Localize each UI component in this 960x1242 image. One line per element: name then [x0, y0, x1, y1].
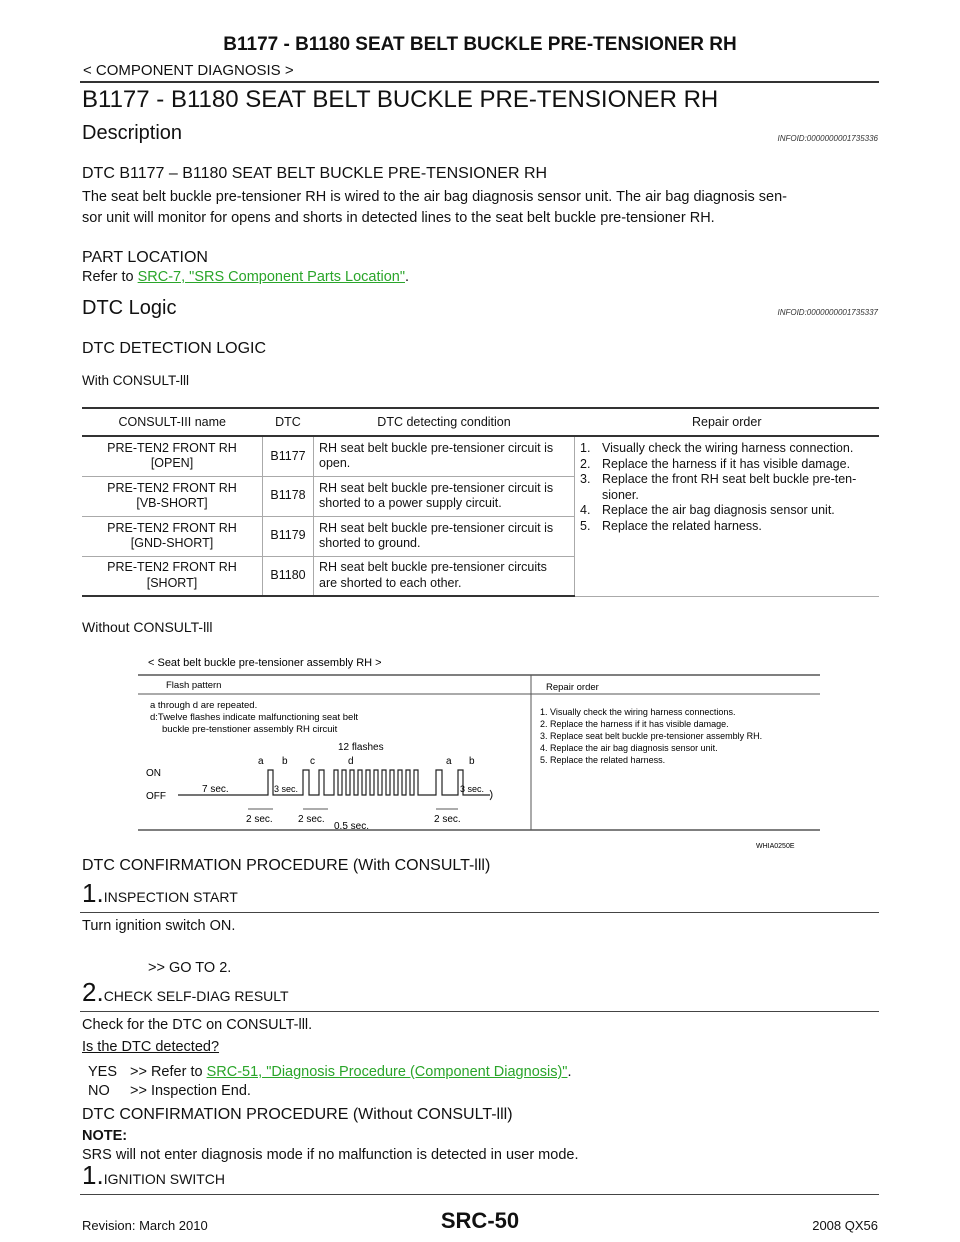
refer-prefix: Refer to	[82, 269, 138, 285]
refer-suffix: .	[405, 269, 410, 285]
waveform-break-icon	[490, 790, 492, 800]
row-name	[82, 516, 263, 556]
row-dtc: B1180	[263, 556, 314, 596]
row-condition	[314, 436, 575, 476]
with-consult-label: With CONSULT-lll	[82, 373, 190, 388]
no-label: NO	[88, 1083, 110, 1099]
figure-repair-5: 5. Replace the related harness.	[540, 755, 666, 765]
footer-model: 2008 QX56	[812, 1218, 878, 1233]
description-line-2: sor unit will monitor for opens and shorts in detected lines to the seat belt buckle pre-tensioner RH.	[82, 210, 715, 226]
yes-suffix: .	[567, 1064, 572, 1080]
row-dtc: B1179	[263, 516, 314, 556]
step-number: 1.	[82, 878, 104, 908]
repair-num: 1.	[580, 441, 591, 455]
repair-item	[580, 457, 874, 473]
dim-2sec-label-3: 2 sec.	[434, 814, 461, 825]
yes-prefix: >> Refer to	[130, 1064, 207, 1080]
row-condition-line: RH seat belt buckle pre-tensioner circuit is	[319, 520, 554, 535]
dtc-subheading: DTC B1177 – B1180 SEAT BELT BUCKLE PRE-TENSIONER RH	[82, 165, 548, 182]
dim-3sec-repeat-label: 3 sec.	[460, 784, 485, 794]
repair-order-cell	[575, 436, 880, 596]
repair-text: Replace the related harness.	[602, 518, 762, 533]
confirm-with-heading: DTC CONFIRMATION PROCEDURE (With CONSULT-lll)	[82, 857, 491, 874]
row-name-line: [VB-SHORT]	[136, 496, 208, 510]
row-name-line: PRE-TEN2 FRONT RH	[107, 440, 237, 455]
figure-note-2: d:Twelve flashes indicate malfunctioning seat belt	[150, 712, 359, 723]
flash-pattern-label: Flash pattern	[166, 680, 222, 691]
page-title: B1177 - B1180 SEAT BELT BUCKLE PRE-TENSIONER RH	[82, 86, 719, 113]
header-rule	[80, 81, 879, 83]
step-ignition-heading	[82, 1160, 225, 1191]
repair-item	[580, 503, 874, 519]
row-condition-line: RH seat belt buckle pre-tensioner circuit is	[319, 480, 554, 495]
row-name-line: [GND-SHORT]	[130, 536, 214, 550]
repair-text: Replace the air bag diagnosis sensor unit.	[602, 503, 835, 517]
row-name	[82, 476, 263, 516]
row-name	[82, 436, 263, 476]
step-2-rule	[80, 1011, 879, 1012]
dim-7sec-label: 7 sec.	[202, 784, 229, 795]
col-header-condition: DTC detecting condition	[314, 408, 575, 436]
refer-line	[82, 267, 882, 288]
step-label: INSPECTION START	[103, 889, 238, 905]
segment-d: d	[348, 756, 354, 767]
no-text: >> Inspection End.	[130, 1083, 251, 1099]
row-dtc: B1177	[263, 436, 314, 476]
confirm-without-heading: DTC CONFIRMATION PROCEDURE (Without CONSULT-lll)	[82, 1106, 513, 1123]
repair-num: 5.	[580, 518, 591, 533]
flash-pattern-figure	[138, 652, 824, 852]
figure-caption: < Seat belt buckle pre-tensioner assembly RH >	[148, 657, 382, 669]
figure-code: WHIA0250E	[756, 843, 795, 850]
repair-text-line: Replace the front RH seat belt buckle pre-ten-	[602, 472, 857, 486]
segment-c: c	[310, 756, 315, 767]
col-header-dtc: DTC	[263, 408, 314, 436]
step-label: CHECK SELF-DIAG RESULT	[103, 988, 289, 1004]
repair-order-label: Repair order	[546, 682, 599, 693]
table-header-row	[82, 408, 879, 436]
part-location-heading: PART LOCATION	[82, 249, 208, 266]
figure-repair-4: 4. Replace the air bag diagnosis sensor unit.	[540, 743, 718, 753]
col-header-repair: Repair order	[575, 408, 880, 436]
step-1-goto: >> GO TO 2.	[148, 960, 232, 976]
dtc-logic-infoid: INFOID:0000000001735337	[777, 308, 878, 317]
row-condition-line: RH seat belt buckle pre-tensioner circuits	[319, 560, 547, 575]
repair-text: Replace the harness if it has visible damage.	[602, 456, 851, 471]
note-text: SRS will not enter diagnosis mode if no malfunction is detected in user mode.	[82, 1147, 579, 1163]
row-condition-line: shorted to a power supply circuit.	[319, 496, 502, 510]
footer-page-number: SRC-50	[440, 1208, 520, 1233]
without-consult-label: Without CONSULT-lll	[82, 619, 213, 635]
description-line-1: The seat belt buckle pre-tensioner RH is wired to the air bag diagnosis sensor unit. The air bag diagnosis sen-	[82, 189, 787, 205]
row-name-line: PRE-TEN2 FRONT RH	[107, 560, 237, 575]
on-label: ON	[146, 768, 161, 779]
detection-logic-heading: DTC DETECTION LOGIC	[82, 340, 267, 357]
yes-label: YES	[88, 1064, 118, 1080]
row-name-line: [SHORT]	[146, 575, 198, 590]
row-name-line: PRE-TEN2 FRONT RH	[107, 520, 237, 535]
step-1-heading	[82, 878, 238, 909]
step-number: 1.	[82, 1160, 104, 1190]
repair-item	[580, 441, 874, 457]
description-heading: Description	[82, 122, 183, 144]
breadcrumb: < COMPONENT DIAGNOSIS >	[83, 62, 294, 79]
description-text	[82, 187, 882, 229]
dtc-table	[82, 407, 879, 597]
segment-a-repeat: a	[446, 756, 452, 767]
step-2-heading	[82, 977, 289, 1008]
figure-note-3: buckle pre-tenstioner assembly RH circuit	[162, 724, 338, 735]
row-condition-line: shorted to ground.	[319, 536, 421, 550]
step-1-text: Turn ignition switch ON.	[82, 918, 236, 934]
step-1-rule	[80, 912, 879, 913]
figure-repair-3: 3. Replace seat belt buckle pre-tensioner assembly RH.	[540, 731, 763, 741]
repair-text: Visually check the wiring harness connection.	[602, 441, 854, 455]
row-name-line: [OPEN]	[150, 456, 194, 471]
description-infoid: INFOID:0000000001735336	[777, 134, 878, 143]
col-header-name: CONSULT-III name	[82, 408, 263, 436]
yes-line	[88, 1062, 888, 1083]
repair-num: 4.	[580, 503, 591, 517]
row-name	[82, 556, 263, 596]
row-name-line: PRE-TEN2 FRONT RH	[107, 480, 237, 495]
segment-a: a	[258, 756, 264, 767]
figure-repair-1: 1. Visually check the wiring harness connections.	[540, 707, 736, 717]
footer-revision: Revision: March 2010	[82, 1218, 208, 1233]
step-2-text: Check for the DTC on CONSULT-lll.	[82, 1017, 313, 1033]
step-label: IGNITION SWITCH	[103, 1171, 226, 1187]
segment-b-repeat: b	[469, 756, 475, 767]
repair-item	[580, 519, 874, 535]
segment-b: b	[282, 756, 288, 767]
src51-link[interactable]: SRC-51, "Diagnosis Procedure (Component Diagnosis)"	[206, 1064, 568, 1080]
row-condition-line: RH seat belt buckle pre-tensioner circuit is	[319, 440, 554, 455]
repair-text-line: sioner.	[602, 487, 639, 502]
row-condition-line: are shorted to each other.	[319, 575, 462, 590]
repair-num: 2.	[580, 456, 591, 471]
page-badge: SRC	[914, 30, 952, 50]
running-header-title: B1177 - B1180 SEAT BELT BUCKLE PRE-TENSIONER RH	[223, 34, 737, 55]
row-condition	[314, 556, 575, 596]
dim-3sec-label: 3 sec.	[274, 784, 299, 794]
flashes-label: 12 flashes	[338, 742, 384, 753]
table-row	[82, 436, 879, 476]
figure-repair-2: 2. Replace the harness if it has visible damage.	[540, 719, 729, 729]
dtc-detected-question: Is the DTC detected?	[82, 1039, 220, 1055]
row-condition	[314, 516, 575, 556]
dim-2sec-label-1: 2 sec.	[246, 814, 273, 825]
row-dtc: B1178	[263, 476, 314, 516]
src7-link[interactable]: SRC-7, "SRS Component Parts Location"	[137, 269, 405, 285]
off-label: OFF	[146, 791, 166, 802]
dim-2sec-label-2: 2 sec.	[298, 814, 325, 825]
repair-num: 3.	[580, 472, 591, 486]
step-ignition-rule	[80, 1194, 879, 1195]
step-number: 2.	[82, 977, 104, 1007]
no-line	[88, 1081, 888, 1102]
row-condition-line: open.	[319, 456, 351, 471]
note-label: NOTE:	[82, 1128, 128, 1144]
dtc-logic-heading: DTC Logic	[82, 297, 177, 319]
repair-item	[580, 472, 874, 503]
figure-note-1: a through d are repeated.	[150, 700, 258, 711]
row-condition	[314, 476, 575, 516]
dim-05sec-label: 0.5 sec.	[334, 821, 370, 832]
repair-text	[602, 472, 856, 503]
